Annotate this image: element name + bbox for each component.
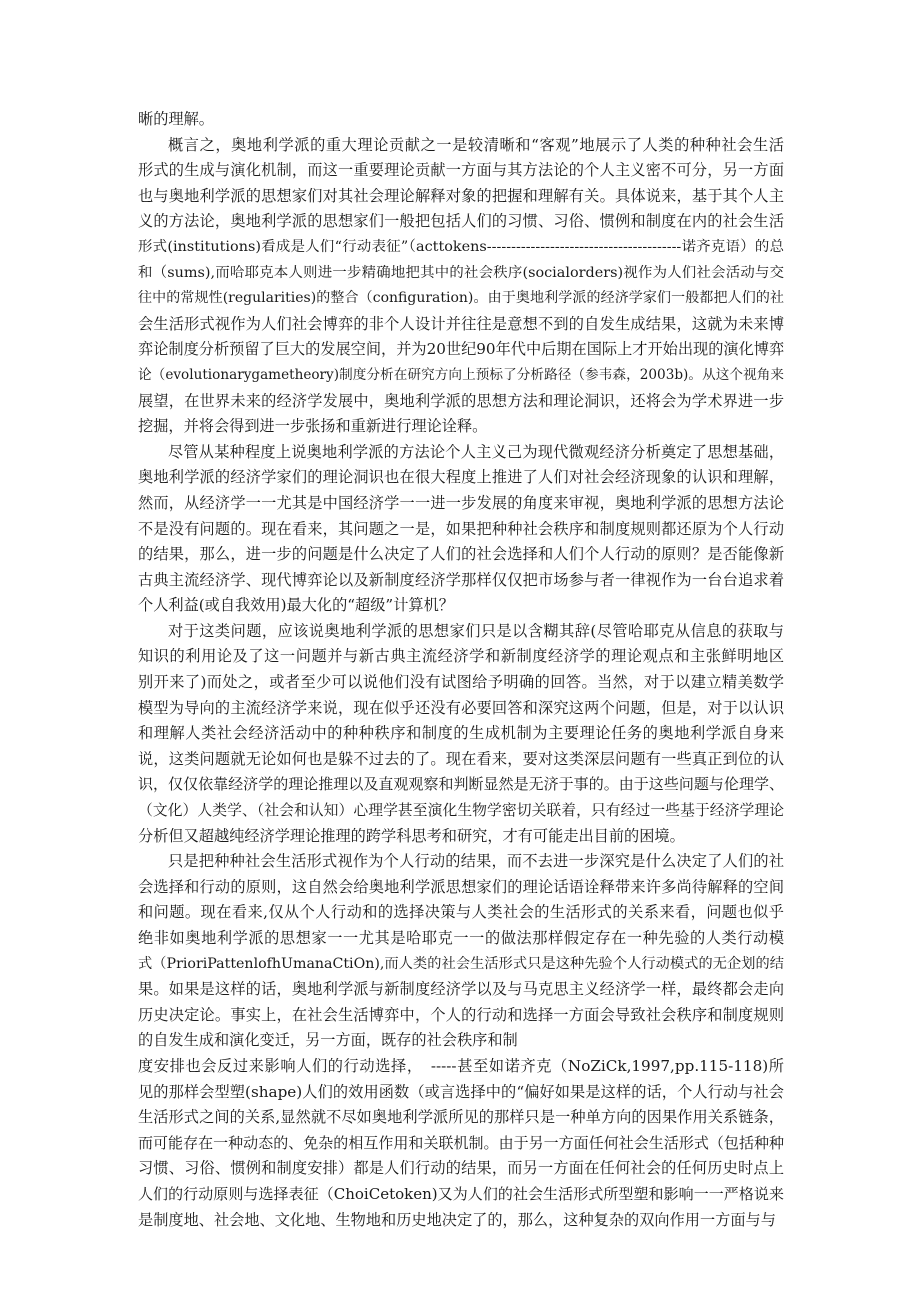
text-line: 模型为导向的主流经济学来说，现在似乎还没有必要回答和深究这两个问题，但是，对于以认识 <box>138 698 784 717</box>
text-line: 会生活形式视作为人们社会博弈的非个人设计并往往是意想不到的自发生成结果，这就为未来博 <box>138 314 784 333</box>
text-line: 生活形式之间的关系,显然就不尽如奥地利学派所见的那样只是一种单方向的因果作用关系链条， <box>138 1108 784 1127</box>
text-line: 绝非如奥地利学派的思想家一一尤其是哈耶克一一的做法那样假定存在一种先验的人类行动模 <box>138 929 784 947</box>
text-line: 习惯、习俗、惯例和制度安排）都是人们行动的结果，而另一方面在任何社会的任何历史时点上 <box>138 1159 784 1178</box>
text-line: 见的那样会型塑(shape)人们的效用函数（或言选择中的“偏好如果是这样的话，个人行动与社会 <box>138 1082 784 1101</box>
paragraph <box>138 107 784 133</box>
text-line: 论（evolutionarygametheory)制度分析在研究方向上预标了分析路径（参韦森，2003b)。从这个视角来 <box>138 366 784 383</box>
text-line: 分析但又超越纯经济学理论推理的跨学科思考和研究，才有可能走出目前的困境。 <box>138 826 685 845</box>
text-line: 和问题。现在看来,仅从个人行动和的选择决策与人类社会的生活形式的关系来看，问题也似乎 <box>138 903 784 922</box>
text-line: 挖掘，并将会得到进一步张扬和重新进行理论诠释。 <box>138 417 488 436</box>
text-line: 对于这类问题，应该说奥地利学派的思想家们只是以含糊其辞(尽管哈耶克从信息的获取与 <box>168 621 784 640</box>
text-line: 展望，在世界未来的经济学发展中，奥地利学派的思想方法和理论洞识，还将会为学术界进一步 <box>138 391 784 410</box>
text-line: 式（PrioriPattenlofhUmanaCtiOn),而人类的社会生活形式只是这种先验个人行动模式的无企划的结 <box>138 955 784 972</box>
text-line: 和理解人类社会经济活动中的种种秩序和制度的生成机制为主要理论任务的奥地利学派自身来 <box>138 724 784 743</box>
text-line: 概言之，奥地利学派的重大理论贡献之一是较清晰和“客观”地展示了人类的种种社会生活 <box>168 135 784 154</box>
paragraph <box>138 849 784 1054</box>
text-line: 然而，从经济学一一尤其是中国经济学一一进一步发展的角度来审视，奥地利学派的思想方法论 <box>138 493 784 512</box>
text-line: 只是把种种社会生活形式视作为个人行动的结果，而不去进一步深究是什么决定了人们的社 <box>168 852 784 871</box>
text-line: 个人利益(或自我效用)最大化的“超级”计算机？ <box>138 596 454 615</box>
text-line: 也与奥地利学派的思想家们对其社会理论解释对象的把握和理解有关。具体说来，基于其个人主 <box>138 186 784 205</box>
text-line: 奥地利学派的经济学家们的理论洞识也在很大程度上推进了人们对社会经济现象的认识和理解， <box>138 468 784 487</box>
paragraph <box>138 619 784 849</box>
text-line: 识，仅仅依靠经济学的理论推理以及直观观察和判断显然是无济于事的。由于这些问题与伦理学、 <box>138 775 784 794</box>
text-line: 的自发生成和演化变迁，另一方面，既存的社会秩序和制 <box>138 1031 518 1050</box>
text-line: 的结果，那么，进一步的问题是什么决定了人们的社会选择和人们个人行动的原则？是否能像新 <box>138 545 784 564</box>
text-line: 度安排也会反过来影响人们的行动选择， -----甚至如诺齐克（NoZiCk,1997,pp.115-118)所 <box>138 1056 784 1075</box>
paragraph <box>138 1054 784 1233</box>
text-line: 古典主流经济学、现代博弈论以及新制度经济学那样仅仅把市场参与者一律视作为一台台追求着 <box>138 570 784 589</box>
text-line: 而可能存在一种动态的、免杂的相互作用和关联机制。由于另一方面任何社会生活形式（包括种种 <box>138 1133 784 1152</box>
text-line: 弈论制度分析预留了巨大的发展空间，并为20世纪90年代中后期在国际上才开始出现的演化博弈 <box>138 340 784 359</box>
text-line: 往中的常规性(regularities)的整合（configuration)。由于奥地利学派的经济学家们一般都把人们的社 <box>138 290 784 307</box>
text-line: 果。如果是这样的话，奥地利学派与新制度经济学以及与马克思主义经济学一样，最终都会走向 <box>138 980 784 999</box>
text-line: 形式的生成与演化机制，而这一重要理论贡献一方面与其方法论的个人主义密不可分，另一方面 <box>138 161 784 180</box>
text-line: 不是没有问题的。现在看来，其问题之一是，如果把种种社会秩序和制度规则都还原为个人行动 <box>138 519 784 538</box>
text-line: 说，这类问题就无论如何也是躲不过去的了。现在看来，要对这类深层问题有一些真正到位的认 <box>138 749 784 768</box>
text-line: 别开来了)而处之，或者至少可以说他们没有试图给予明确的回答。当然，对于以建立精美数学 <box>138 673 784 692</box>
text-line: 历史决定论。事实上，在社会生活博弈中，个人的行动和选择一方面会导致社会秩序和制度规则 <box>138 1005 784 1024</box>
text-line: 义的方法论，奥地利学派的思想家们一般把包括人们的习惯、习俗、惯例和制度在内的社会生活 <box>138 212 784 231</box>
text-line: 和（sums),而哈耶克本人则进一步精确地把其中的社会秩序(socialorders)视作为人们社会活动与交 <box>138 264 784 281</box>
text-line: 晰的理解。 <box>138 110 214 128</box>
text-line: 形式(institutions)看成是人们“行动表征”（acttokens----------------------------------------诺齐克语）的总 <box>138 238 784 255</box>
text-line: 是制度地、社会地、文化地、生物地和历史地决定了的，那么，这种复杂的双向作用一方面与与 <box>138 1210 776 1229</box>
text-line: 会选择和行动的原则，这自然会给奥地利学派思想家们的理论话语诠释带来许多尚待解释的空间 <box>138 877 784 896</box>
text-line: 知识的利用论及了这一问题并与新古典主流经济学和新制度经济学的理论观点和主张鲜明地区 <box>138 647 784 666</box>
text-line: 人们的行动原则与选择表征（ChoiCetoken)又为人们的社会生活形式所型塑和影响一一严格说来 <box>138 1184 784 1203</box>
text-line: （文化）人类学、（社会和认知）心理学甚至演化生物学密切关联着，只有经过一些基于经济学理论 <box>138 802 784 820</box>
paragraph <box>138 133 784 440</box>
text-line: 尽管从某种程度上说奥地利学派的方法论个人主义己为现代微观经济分析奠定了思想基础， <box>168 442 784 461</box>
paragraph <box>138 440 784 619</box>
body-text <box>138 107 784 1233</box>
